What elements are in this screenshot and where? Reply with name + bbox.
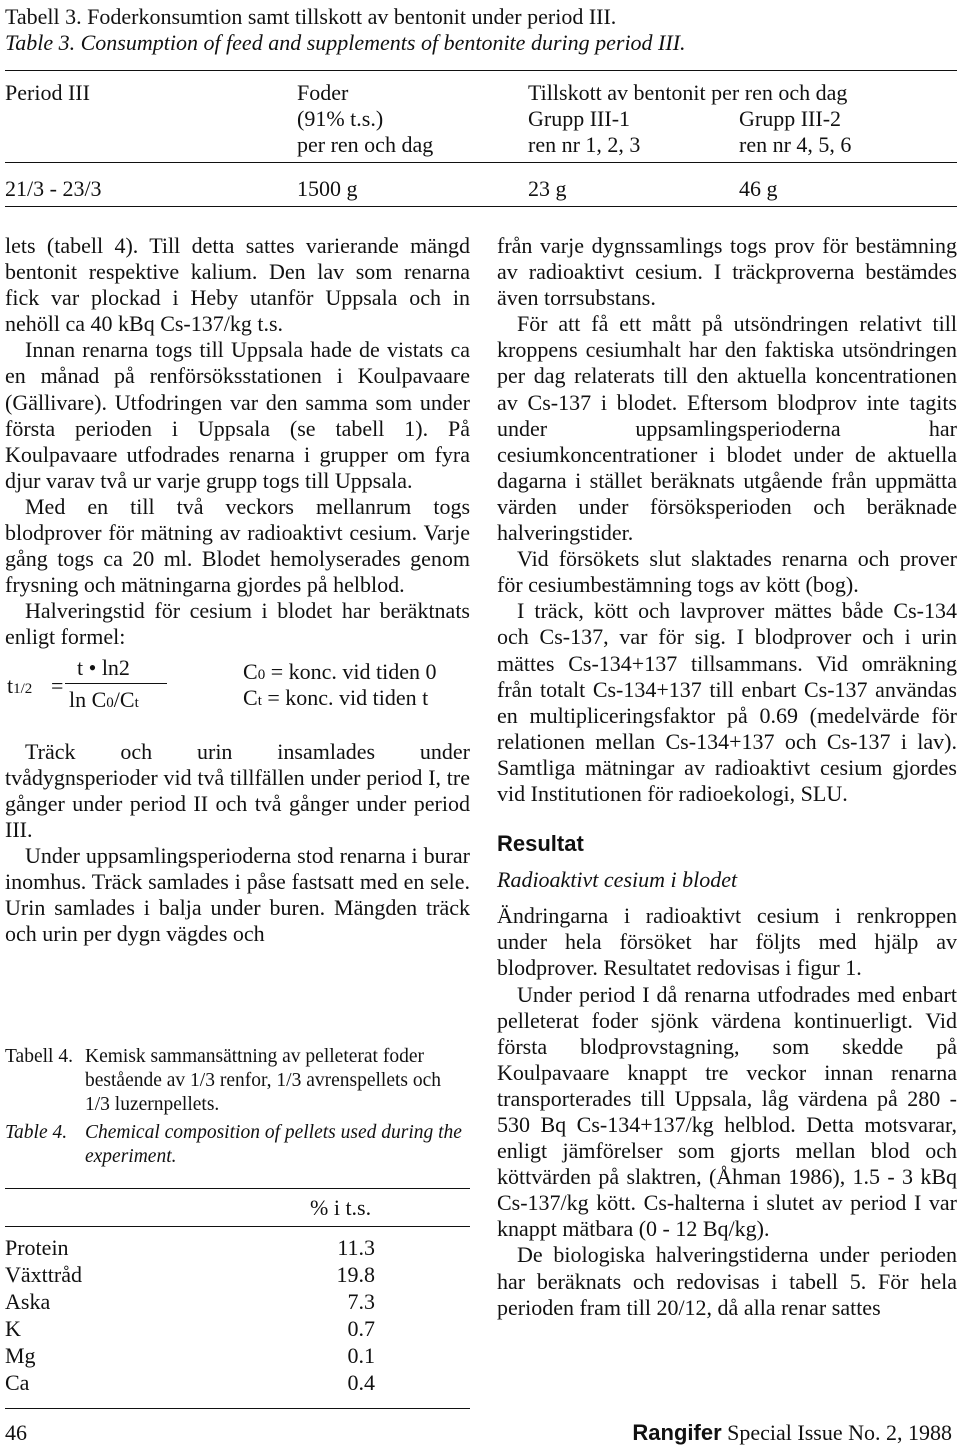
table3-header-group2-line: Grupp III-2: [739, 106, 842, 131]
formula-denominator: ln C0/Ct: [69, 686, 139, 712]
table4-caption-en: [5, 1121, 470, 1169]
journal-name: Rangifer: [632, 1420, 722, 1445]
table4-body: [5, 1234, 405, 1404]
section-subheading: Radioaktivt cesium i blodet: [497, 867, 738, 893]
table3-header-period: Period III: [5, 80, 90, 105]
table4-mid-rule: [5, 1226, 470, 1227]
table-row: [5, 1234, 395, 1261]
table3-header-feed-line: per ren och dag: [297, 132, 434, 157]
table3-row-period: 21/3 - 23/3: [5, 176, 102, 201]
table3-header-supplement: Tillskott av bentonit per ren och dag: [528, 80, 848, 105]
formula-def-c0: C0 = konc. vid tiden 0: [243, 658, 437, 684]
formula-equals: =: [51, 672, 64, 698]
table3-header-group1-line: ren nr 1, 2, 3: [528, 132, 641, 157]
body-paragraph: Innan renarna togs till Uppsala hade de vistats ca en månad på renförsöksstationen i Koulpavaare (Gällivare). Utfodringen var den samma som under första perioden i Uppsala (se tabell 1). På Koulpavaare utfodrades renarna i grupper om fyra djur varav två ur varje grupp togs till Uppsala.: [5, 337, 470, 493]
table3-caption-sv: Tabell 3. Foderkonsumtion samt tillskott av bentonit under period III.: [5, 4, 617, 29]
table3-header-feed-line: (91% t.s.): [297, 106, 384, 131]
body-paragraph: från varje dygnssamlings togs prov för bestämning av radioaktivt cesium. I träckproverna bestämdes även torrsubstans.: [497, 233, 957, 311]
table4-row-label: Växttråd: [5, 1262, 82, 1287]
section-heading: Resultat: [497, 831, 584, 857]
journal-issue: Special Issue No. 2, 1988: [727, 1420, 952, 1445]
body-paragraph: I träck, kött och lavprover mättes både Cs-134 och Cs-137, var för sig. I blodprover och i urin mättes Cs-134+137 tillsammans. Vid omräkning från totalt Cs-134+137 till enbart Cs-137 användas en multipliceringsfaktor på 0.69 (medelvärde för relationen mellan Cs-134+137 och Cs-137 i lav). Samtliga mätningar av radioaktivt cesium gjordes vid Institutionen för radioekologi, SLU.: [497, 598, 957, 806]
table4-row-label: Ca: [5, 1370, 30, 1395]
table4-row-value: 7.3: [347, 1289, 375, 1314]
table-row: [5, 1369, 395, 1396]
table3-header-feed-line: Foder: [297, 80, 349, 105]
table3-header-group1-line: Grupp III-1: [528, 106, 631, 131]
table4-caption-en-text: Chemical composition of pellets used during the experiment.: [85, 1122, 462, 1167]
table3-row-group1: 23 g: [528, 176, 567, 201]
table3-bottom-rule: [5, 206, 957, 207]
table3-row-feed: 1500 g: [297, 176, 358, 201]
table3-caption-en: Table 3. Consumption of feed and supplements of bentonite during period III.: [5, 30, 686, 55]
table-row: [5, 1288, 395, 1315]
table3-header-group2-line: ren nr 4, 5, 6: [739, 132, 852, 157]
table4-row-label: K: [5, 1316, 21, 1341]
formula-lhs: t1/2: [7, 672, 33, 698]
table3-header-group2: [739, 106, 851, 158]
left-column: [5, 233, 470, 947]
page-number: 46: [5, 1420, 27, 1445]
table4-row-label: Mg: [5, 1343, 36, 1368]
body-paragraph: Halveringstid för cesium i blodet har beräktnats enligt formel:: [5, 598, 470, 650]
body-paragraph: lets (tabell 4). Till detta sattes varierande mängd bentonit respektive kalium. Den lav som renarna fick var plockad i Heby utanför Uppsala och in nehöll ca 40 kBq Cs-137/kg t.s.: [5, 233, 470, 337]
body-paragraph: Träck och urin insamlades under tvådygnsperioder vid två tillfällen under period I, tre gånger under period II och två gånger under period III.: [5, 738, 470, 842]
table4-bottom-rule: [5, 1408, 470, 1409]
table3-mid-rule: [5, 162, 957, 163]
table3-header-group1: [528, 106, 640, 158]
table3-header-feed: [297, 80, 433, 158]
table4-row-label: Aska: [5, 1289, 51, 1314]
table-row: [5, 1315, 395, 1342]
formula-fraction-bar: [65, 683, 167, 684]
table4-row-label: Protein: [5, 1235, 69, 1260]
body-paragraph: Med en till två veckors mellanrum togs blodprover för mätning av radioaktivt cesium. Varje gång togs ca 20 ml. Blodet hemolyserades genom frysning och mätningarna gjordes på helblod.: [5, 493, 470, 598]
table4-row-value: 19.8: [336, 1262, 375, 1287]
body-paragraph: Ändringarna i radioaktivt cesium i renkroppen under hela försöket har följts med hjälp av blodprover. Resultatet redovisas i figur 1.: [497, 903, 957, 981]
journal-footer: [632, 1420, 952, 1446]
body-paragraph: Under period I då renarna utfodrades med enbart pelleterat foder sjönk värdena kontinuerligt. Vid första blodprovstagning, som skedde på Koulpavaare knappt tre veckor innan renarna transporterades till Uppsala, låg värdena på 280 - 530 Bq Cs-134+137/kg helblod. Detta motsvarar, enligt jämförelser som gjorts mellan blod och köttvärden på slaktren, (Åhman 1986), 1.5 - 3 kBq Cs-137/kg kött. Cs-halterna i slutet av period I var knappt mätbara (0 - 12 Bq/kg).: [497, 981, 957, 1242]
formula-numerator: t • ln2: [77, 654, 130, 680]
table4-caption-sv: [5, 1045, 470, 1117]
table3-row-group2: 46 g: [739, 176, 778, 201]
body-paragraph: Under uppsamlingsperioderna stod renarna i burar inomhus. Träck samlades i påse fastsatt med en sele. Urin samlades i balja under buren. Mängden träck och urin per dygn vägdes och: [5, 842, 470, 947]
table4-unit-header: % i t.s.: [310, 1195, 372, 1220]
body-paragraph: Vid försökets slut slaktades renarna och prover för cesiumbestämning togs av kött (bog).: [497, 546, 957, 598]
table4-caption-en-label: Table 4.: [5, 1122, 68, 1143]
table4-row-value: 0.1: [347, 1343, 375, 1368]
table4-row-value: 11.3: [337, 1235, 375, 1260]
table3-top-rule: [5, 70, 957, 71]
formula-def-ct: Ct = konc. vid tiden t: [243, 684, 429, 710]
table4-caption-sv-text: Kemisk sammansättning av pelleterat foder bestående av 1/3 renfor, 1/3 avrenspellets och 1/3 luzernpellets.: [85, 1046, 442, 1115]
right-column: [497, 233, 957, 1321]
body-paragraph: För att få ett mått på utsöndringen relativt till kroppens cesiumhalt har den faktiska utsöndringen per dag relaterats till den aktuella koncentrationen av Cs-137 i blodet. Eftersom blodprov inte tagits under uppsamlingsperioderna har cesiumkoncentrationer i blodet under de aktuella dagarna i stället beräknats utgående från uppmätta värden under försöksperioden och beräknade halveringstider.: [497, 311, 957, 546]
table4-top-rule: [5, 1188, 470, 1189]
table-row: [5, 1342, 395, 1369]
table4-row-value: 0.7: [347, 1316, 375, 1341]
body-paragraph: De biologiska halveringstiderna under perioden har beräknats och redovisas i tabell 5. För hela perioden fram till 20/12, då alla renar sattes: [497, 1242, 957, 1320]
table-row: [5, 1261, 395, 1288]
table4-row-value: 0.4: [347, 1370, 375, 1395]
table4-caption-sv-label: Tabell 4.: [5, 1046, 73, 1067]
half-life-formula: [5, 651, 470, 719]
